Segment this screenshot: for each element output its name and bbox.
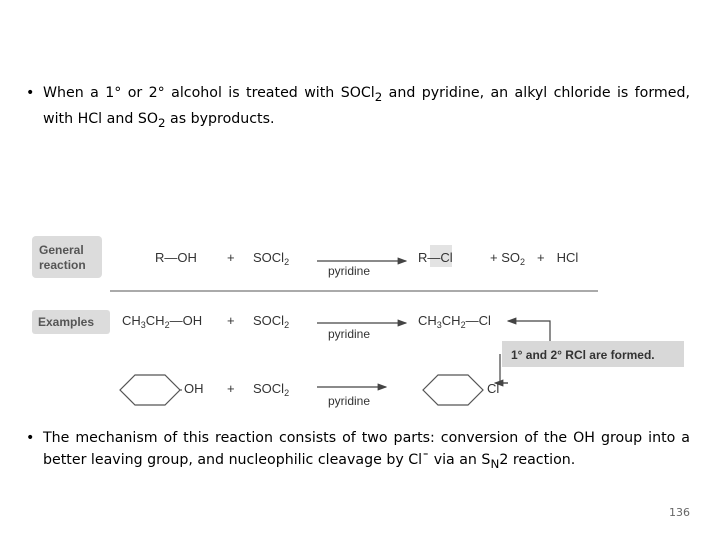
general-reagent: SOCl$_2$ <box>253 250 290 267</box>
general-reactant: R—OH <box>155 250 197 265</box>
reaction-figure <box>30 228 690 413</box>
bullet-dot: • <box>26 85 35 101</box>
example1-product: $CH_3CH_2—Cl$ <box>418 313 491 330</box>
bullet-paragraph-1 <box>26 82 690 134</box>
example2-reagent: SOCl$_2$ <box>253 381 290 398</box>
general-product: R—Cl <box>418 250 453 265</box>
examples-label: Examples <box>38 315 95 329</box>
general-condition: pyridine <box>328 264 371 278</box>
note-arrow-up <box>508 321 550 341</box>
example1-plus: + <box>227 313 235 328</box>
example2-product-substituent: Cl <box>487 381 500 396</box>
general-label-line2: reaction <box>39 258 86 272</box>
example2-condition: pyridine <box>328 394 371 408</box>
example2-plus: + <box>227 381 235 396</box>
example1-reactant: $CH_3CH_2—OH$ <box>122 313 203 330</box>
cyclohexane-ring-reactant <box>120 375 180 405</box>
bullet-paragraph-2 <box>26 427 690 475</box>
page-number: 136 <box>669 506 690 519</box>
bullet-dot: • <box>26 430 35 446</box>
general-plus: + <box>227 250 235 265</box>
bullet-text: The mechanism of this reaction consists of two parts: conversion of the OH group into a better leaving group, and nucleophilic cleavage by Cl¯ via an $S_N2$ reaction. <box>43 430 690 471</box>
example1-reagent: SOCl$_2$ <box>253 313 290 330</box>
example1-condition: pyridine <box>328 327 371 341</box>
note-text: 1° and 2° RCl are formed. <box>511 348 655 362</box>
example2-substituent: OH <box>184 381 204 396</box>
bullet-text: When a 1° or 2° alcohol is treated with SOCl$_2$ and pyridine, an alkyl chloride is formed, with HCl and $SO_2$ as byproducts. <box>43 85 690 130</box>
cyclohexane-ring-product <box>423 375 483 405</box>
general-byproducts: + $SO_2$ + HCl <box>490 250 579 267</box>
reaction-diagram <box>30 228 690 413</box>
general-label-line1: General <box>39 243 84 257</box>
